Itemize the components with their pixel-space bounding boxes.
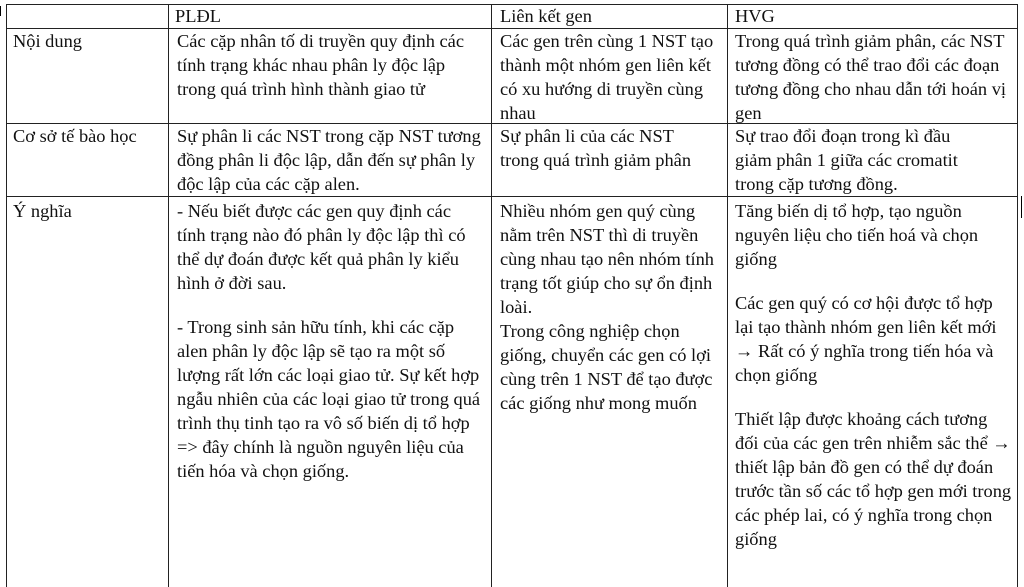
table-border-col2 (491, 4, 492, 587)
cell-paragraph: Nhiều nhóm gen quý cùng nằm trên NST thì di truyền cùng nhau tạo nên nhóm tính trạng tốt giúp cho sự ổn định loài. (500, 201, 715, 317)
cell-noi-dung-hvg (735, 29, 1013, 125)
text-cursor-mark (1021, 196, 1022, 218)
cell-paragraph: Sự trao đổi đoạn trong kì đầu giảm phân 1 giữa các cromatit trong cặp tương đồng. (735, 126, 958, 194)
page-edge-mark (0, 6, 1, 16)
table-border-left (6, 4, 7, 587)
cell-paragraph: - Trong sinh sản hữu tính, khi các cặp alen phân ly độc lập sẽ tạo ra một số lượng rất lớn các loại giao tử. Sự kết hợp ngẫu nhiên của các loại giao tử trong quá trình thụ tinh tạo ra vô số biến dị tổ hợp => đây chính là nguồn nguyên liệu của tiến hóa và chọn giống. (177, 317, 481, 481)
table-border-row2 (6, 196, 1018, 197)
table-border-right (1017, 4, 1018, 587)
table-border-col1 (168, 4, 169, 587)
cell-noi-dung-lkg (500, 29, 720, 125)
row-label-y-nghia: Ý nghĩa (13, 201, 72, 221)
cell-co-so-pldl (177, 124, 482, 196)
cell-paragraph: Thiết lập được khoảng cách tương đối của các gen trên nhiễm sắc thể → thiết lập bản đồ gen có thể dự đoán trước tần số các tổ hợp gen mới trong các phép lai, có ý nghĩa trong chọn giống (735, 409, 1012, 549)
cell-paragraph: Các gen trên cùng 1 NST tạo thành một nhóm gen liên kết có xu hướng di truyền cùng nhau (500, 31, 714, 123)
cell-paragraph: Sự phân li các NST trong cặp NST tương đồng phân li độc lập, dẫn đến sự phân ly độc lập của các cặp alen. (177, 126, 481, 194)
cell-noi-dung-pldl (177, 29, 482, 101)
header-hvg: HVG (735, 6, 775, 26)
cell-paragraph: Tăng biến dị tổ hợp, tạo nguồn nguyên liệu cho tiến hoá và chọn giống (735, 201, 979, 269)
cell-co-so-hvg (735, 124, 990, 196)
cell-paragraph: Sự phân li của các NST trong quá trình giảm phân (500, 126, 692, 170)
row-label-noi-dung: Nội dung (13, 31, 82, 51)
row-label-co-so-te-bao-hoc: Cơ sở tế bào học (13, 126, 137, 146)
cell-paragraph: Các cặp nhân tố di truyền quy định các tính trạng khác nhau phân ly độc lập trong quá trình hình thành giao tử (177, 31, 465, 99)
cell-paragraph: - Nếu biết được các gen quy định các tính trạng nào đó phân ly độc lập thì có thể dự đoán được kết quả phân ly kiểu hình ở đời sau. (177, 201, 466, 293)
header-pldl: PLĐL (175, 6, 221, 26)
cell-y-nghia-lkg (500, 199, 720, 415)
cell-paragraph: Các gen quý có cơ hội được tổ hợp lại tạo thành nhóm gen liên kết mới → Rất có ý nghĩa trong tiến hóa và chọn giống (735, 293, 997, 385)
cell-co-so-lkg (500, 124, 705, 172)
cell-y-nghia-pldl (177, 199, 482, 483)
cell-paragraph: Trong quá trình giảm phân, các NST tương đồng có thể trao đổi các đoạn tương đồng cho nhau dẫn tới hoán vị gen (735, 31, 1007, 123)
table-border-col3 (727, 4, 728, 587)
header-lien-ket-gen: Liên kết gen (500, 6, 592, 26)
cell-paragraph: Trong công nghiệp chọn giống, chuyển các gen có lợi cùng trên 1 NST để tạo được các giống như mong muốn (500, 321, 713, 413)
cell-y-nghia-hvg (735, 199, 1015, 551)
